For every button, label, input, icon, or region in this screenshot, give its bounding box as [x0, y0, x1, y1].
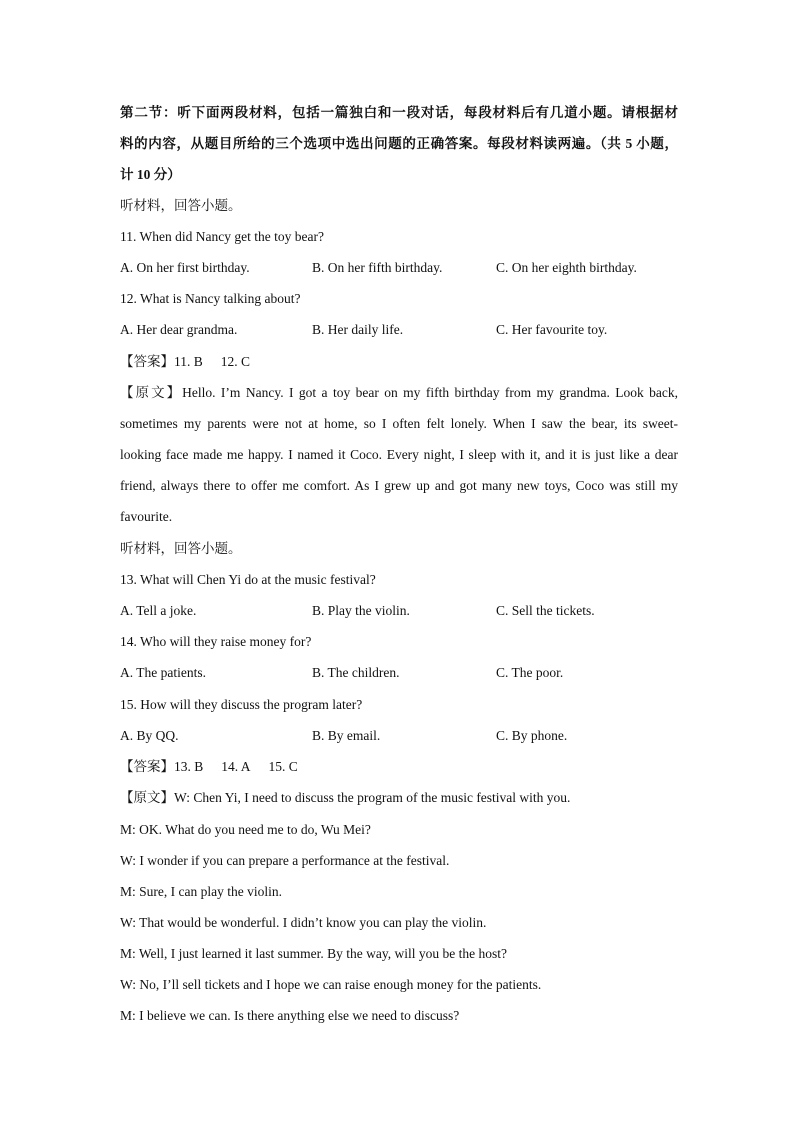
transcript-label: 【原文】: [120, 385, 183, 400]
option-c: C. By phone.: [496, 728, 568, 743]
answer-label: 【答案】: [120, 759, 174, 774]
option-a: A. On her first birthday.: [120, 260, 250, 275]
answer-line: [120, 353, 250, 371]
answer-value: 14. A: [221, 759, 251, 774]
section-header-line: 第二节：听下面两段材料，包括一篇独白和一段对话，每段材料后有几道小题。请根据材: [120, 105, 678, 120]
dialogue-line: M: OK. What do you need me to do, Wu Mei?: [120, 822, 371, 837]
option-b: B. By email.: [312, 728, 381, 743]
option-c: C. Sell the tickets.: [496, 603, 595, 618]
transcript-line: looking face made me happy. I named it Coco. Every night, I sleep with it, and it is just like a dear: [120, 447, 678, 462]
option-a: A. By QQ.: [120, 728, 179, 743]
answer-label: 【答案】: [120, 354, 174, 369]
transcript-line: friend, always there to offer me comfort. As I grew up and got many new toys, Coco was still my: [120, 478, 678, 493]
answer-line: [120, 758, 298, 776]
option-b: B. On her fifth birthday.: [312, 260, 443, 275]
option-b: B. The children.: [312, 665, 400, 680]
transcript-line: favourite.: [120, 509, 173, 524]
question-11: 11. When did Nancy get the toy bear?: [120, 229, 324, 244]
transcript-line: 【原文】W: Chen Yi, I need to discuss the program of the music festival with you.: [120, 790, 571, 805]
transcript-line: sometimes my parents were not at home, so I often felt lonely. When I saw the bear, its sweet-: [120, 416, 678, 431]
dialogue-line: W: That would be wonderful. I didn’t know you can play the violin.: [120, 915, 487, 930]
passage-intro: 听材料，回答小题。: [120, 541, 242, 556]
dialogue-line: W: I wonder if you can prepare a performance at the festival.: [120, 853, 450, 868]
option-b: B. Her daily life.: [312, 322, 404, 337]
option-b: B. Play the violin.: [312, 603, 410, 618]
passage-intro: 听材料，回答小题。: [120, 198, 242, 213]
section-header-line: 料的内容，从题目所给的三个选项中选出问题的正确答案。每段材料读两遍。（共 5 小题，: [120, 136, 678, 151]
question-14: 14. Who will they raise money for?: [120, 634, 312, 649]
answer-value: 13. B: [174, 759, 204, 774]
answer-value: 15. C: [268, 759, 298, 774]
section-header-line: 计 10 分）: [120, 167, 181, 182]
dialogue-line: M: Well, I just learned it last summer. By the way, will you be the host?: [120, 946, 507, 961]
answer-value: 12. C: [220, 354, 251, 369]
question-12: 12. What is Nancy talking about?: [120, 291, 301, 306]
option-a: A. The patients.: [120, 665, 206, 680]
dialogue-line: M: Sure, I can play the violin.: [120, 884, 282, 899]
question-15: 15. How will they discuss the program later?: [120, 697, 363, 712]
option-c: C. On her eighth birthday.: [496, 260, 637, 275]
dialogue-line: M: I believe we can. Is there anything else we need to discuss?: [120, 1008, 460, 1023]
option-c: C. The poor.: [496, 665, 564, 680]
question-13: 13. What will Chen Yi do at the music festival?: [120, 572, 376, 587]
dialogue-line: W: No, I’ll sell tickets and I hope we can raise enough money for the patients.: [120, 977, 542, 992]
transcript-line: 【原文】Hello. I’m Nancy. I got a toy bear on my fifth birthday from my grandma. Look back,: [120, 385, 679, 400]
option-a: A. Tell a joke.: [120, 603, 197, 618]
transcript-label: 【原文】: [120, 790, 174, 805]
option-c: C. Her favourite toy.: [496, 322, 608, 337]
option-a: A. Her dear grandma.: [120, 322, 238, 337]
answer-value: 11. B: [174, 354, 203, 369]
